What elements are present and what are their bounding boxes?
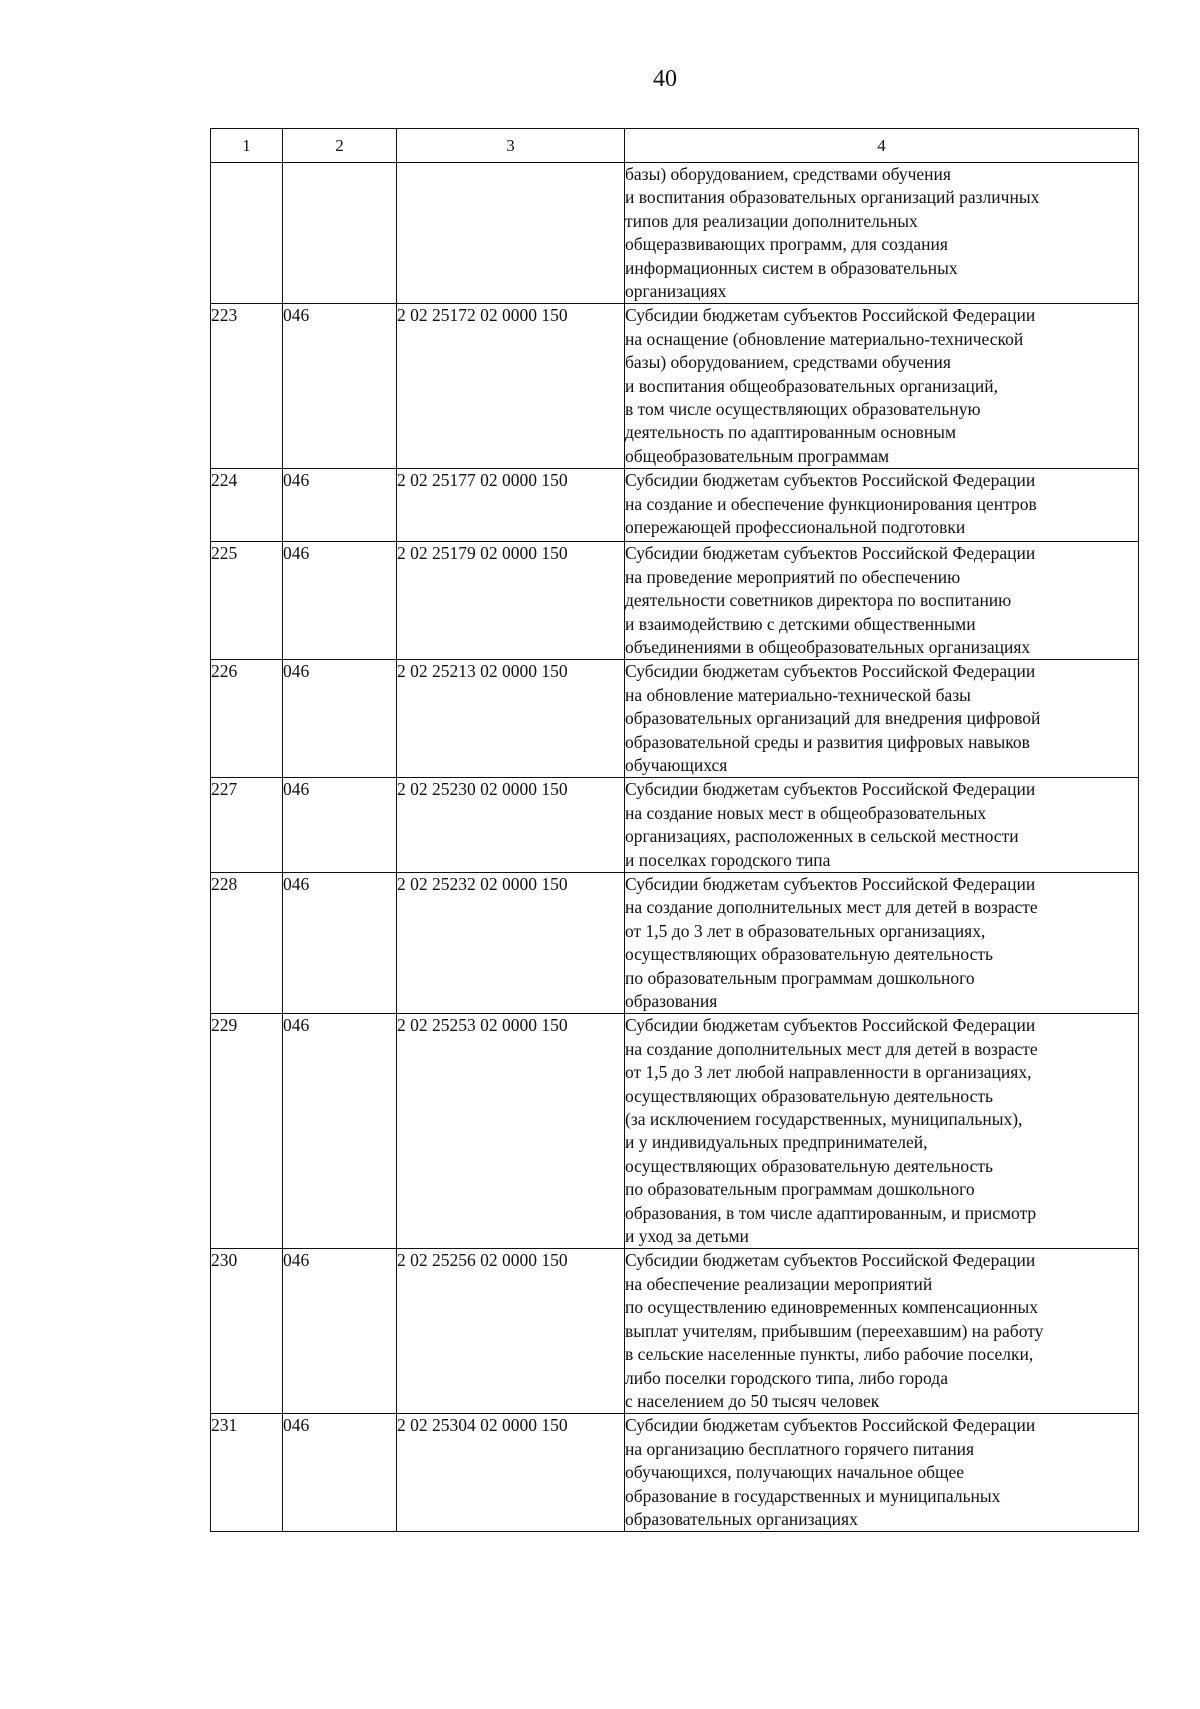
row-number-cell: 226 (211, 660, 283, 778)
description-cell (625, 1014, 1139, 1249)
row-number-cell: 229 (211, 1014, 283, 1249)
description-line: на обновление материально-технической базы (625, 684, 971, 705)
description-line: информационных систем в образовательных (625, 257, 958, 278)
description-line: на создание и обеспечение функционирования центров (625, 493, 1037, 514)
chapter-code-cell: 046 (283, 469, 397, 542)
description-line: либо поселки городского типа, либо города (625, 1367, 948, 1388)
description-line: на обеспечение реализации мероприятий (625, 1273, 933, 1294)
description-line: Субсидии бюджетам субъектов Российской Федерации (625, 470, 1036, 491)
page-number: 40 (653, 66, 677, 92)
table-row (211, 1249, 1139, 1414)
description-line: Субсидии бюджетам субъектов Российской Федерации (625, 1015, 1036, 1036)
description-line: осуществляющих образовательную деятельность (625, 1155, 993, 1176)
chapter-code-cell: 046 (283, 1249, 397, 1414)
row-number-cell: 224 (211, 469, 283, 542)
description-line: опережающей профессиональной подготовки (625, 517, 966, 538)
chapter-code-cell: 046 (283, 660, 397, 778)
description-cell (625, 1414, 1139, 1532)
chapter-code-cell: 046 (283, 1014, 397, 1249)
description-line: Субсидии бюджетам субъектов Российской Федерации (625, 779, 1036, 800)
row-number-cell: 230 (211, 1249, 283, 1414)
table-row (211, 304, 1139, 469)
column-header-2: 2 (283, 129, 397, 163)
description-line: и уход за детьми (625, 1226, 749, 1247)
table-row (211, 872, 1139, 1013)
description-line: базы) оборудованием, средствами обучения (625, 164, 951, 184)
description-line: Субсидии бюджетам субъектов Российской Федерации (625, 305, 1036, 326)
description-line: базы) оборудованием, средствами обучения (625, 352, 951, 373)
description-line: на создание дополнительных мест для детей в возрасте (625, 1038, 1038, 1059)
description-line: Субсидии бюджетам субъектов Российской Федерации (625, 873, 1036, 894)
chapter-code-cell: 046 (283, 778, 397, 873)
table-row (211, 1414, 1139, 1532)
chapter-code-cell: 046 (283, 304, 397, 469)
table-body (211, 163, 1139, 1532)
description-line: на создание новых мест в общеобразовательных (625, 802, 987, 823)
description-line: осуществляющих образовательную деятельность (625, 1085, 993, 1106)
table-row (211, 778, 1139, 873)
description-line: и поселках городского типа (625, 849, 831, 870)
budget-code-cell: 2 02 25253 02 0000 150 (397, 1014, 625, 1249)
table-row (211, 660, 1139, 778)
description-line: Субсидии бюджетам субъектов Российской Федерации (625, 1250, 1036, 1271)
description-line: выплат учителям, прибывшим (переехавшим) на работу (625, 1320, 1044, 1341)
description-line: Субсидии бюджетам субъектов Российской Федерации (625, 543, 1036, 564)
budget-code-cell: 2 02 25179 02 0000 150 (397, 542, 625, 660)
description-line: образовательной среды и развития цифровых навыков (625, 731, 1030, 752)
description-line: с населением до 50 тысяч человек (625, 1390, 880, 1411)
budget-code-cell: 2 02 25232 02 0000 150 (397, 872, 625, 1013)
budget-code-cell: 2 02 25177 02 0000 150 (397, 469, 625, 542)
description-cell (625, 778, 1139, 873)
row-number-cell: 225 (211, 542, 283, 660)
description-line: образования, в том числе адаптированным, и присмотр (625, 1202, 1037, 1223)
row-number-cell: 223 (211, 304, 283, 469)
row-number-cell: 227 (211, 778, 283, 873)
description-cell (625, 1249, 1139, 1414)
description-line: организациях (625, 281, 727, 302)
budget-code-cell: 2 02 25256 02 0000 150 (397, 1249, 625, 1414)
column-header-3: 3 (397, 129, 625, 163)
description-cell (625, 163, 1139, 304)
table-header-row (211, 129, 1139, 163)
description-line: деятельность по адаптированным основным (625, 422, 957, 443)
budget-code-cell: 2 02 25172 02 0000 150 (397, 304, 625, 469)
chapter-code-cell: 046 (283, 872, 397, 1013)
table-row (211, 542, 1139, 660)
description-line: от 1,5 до 3 лет в образовательных организациях, (625, 920, 986, 941)
budget-code-cell: 2 02 25213 02 0000 150 (397, 660, 625, 778)
description-line: деятельности советников директора по воспитанию (625, 590, 1012, 611)
description-line: по образовательным программам дошкольного (625, 1179, 975, 1200)
description-line: от 1,5 до 3 лет любой направленности в организациях, (625, 1062, 1032, 1083)
table-row (211, 469, 1139, 542)
column-header-4: 4 (625, 129, 1139, 163)
chapter-code-cell (283, 163, 397, 304)
description-line: Субсидии бюджетам субъектов Российской Федерации (625, 1415, 1036, 1436)
description-line: по осуществлению единовременных компенсационных (625, 1297, 1038, 1318)
description-cell (625, 660, 1139, 778)
description-line: общеобразовательным программам (625, 445, 890, 466)
table-row (211, 163, 1139, 304)
description-line: и воспитания общеобразовательных организаций, (625, 375, 999, 396)
row-number-cell (211, 163, 283, 304)
description-line: Субсидии бюджетам субъектов Российской Федерации (625, 661, 1036, 682)
description-line: на оснащение (обновление материально-технической (625, 328, 1024, 349)
table-row (211, 1014, 1139, 1249)
description-cell (625, 469, 1139, 542)
budget-code-cell: 2 02 25230 02 0000 150 (397, 778, 625, 873)
description-line: на организацию бесплатного горячего питания (625, 1438, 975, 1459)
description-line: и у индивидуальных предпринимателей, (625, 1132, 928, 1153)
row-number-cell: 228 (211, 872, 283, 1013)
description-line: образование в государственных и муниципальных (625, 1485, 1001, 1506)
description-line: общеразвивающих программ, для создания (625, 234, 948, 255)
column-header-1: 1 (211, 129, 283, 163)
description-line: обучающихся, получающих начальное общее (625, 1462, 965, 1483)
budget-code-cell: 2 02 25304 02 0000 150 (397, 1414, 625, 1532)
description-line: и взаимодействию с детскими общественными (625, 613, 976, 634)
description-line: образования (625, 991, 718, 1011)
chapter-code-cell: 046 (283, 1414, 397, 1532)
description-line: образовательных организаций для внедрения цифровой (625, 708, 1041, 729)
description-line: (за исключением государственных, муниципальных), (625, 1109, 1023, 1130)
description-cell (625, 542, 1139, 660)
description-line: осуществляющих образовательную деятельность (625, 944, 993, 965)
budget-code-cell (397, 163, 625, 304)
description-line: по образовательным программам дошкольного (625, 967, 975, 988)
description-line: обучающихся (625, 754, 728, 775)
description-cell (625, 304, 1139, 469)
row-number-cell: 231 (211, 1414, 283, 1532)
description-cell (625, 872, 1139, 1013)
description-line: в сельские населенные пункты, либо рабочие поселки, (625, 1344, 1034, 1365)
description-line: и воспитания образовательных организаций различных (625, 187, 1040, 208)
description-line: образовательных организациях (625, 1508, 858, 1529)
description-line: на создание дополнительных мест для детей в возрасте (625, 897, 1038, 918)
description-line: организациях, расположенных в сельской местности (625, 826, 1019, 847)
description-line: объединениями в общеобразовательных организациях (625, 636, 1031, 657)
budget-code-table (210, 128, 1139, 1532)
chapter-code-cell: 046 (283, 542, 397, 660)
description-line: в том числе осуществляющих образовательную (625, 399, 981, 420)
description-line: типов для реализации дополнительных (625, 210, 918, 231)
description-line: на проведение мероприятий по обеспечению (625, 566, 961, 587)
